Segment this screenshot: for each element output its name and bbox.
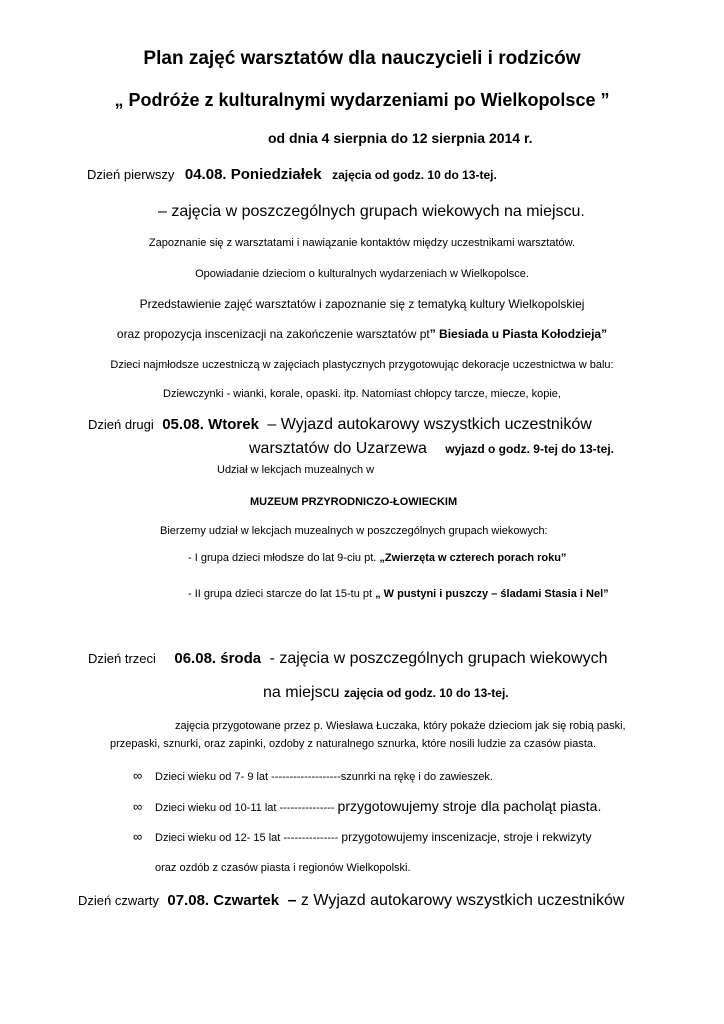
infinity-bullet-icon: ∞ <box>133 799 143 814</box>
list-item <box>133 798 601 814</box>
day2-group1-text: - I grupa dzieci młodsze do lat 9-ciu pt. <box>188 552 377 564</box>
day2-group2-title: „ W pustyni i puszczy – śladami Stasia i Nel” <box>375 588 609 600</box>
day2-line2: Bierzemy udział w lekcjach muzealnych w poszczególnych grupach wiekowych: <box>160 525 548 537</box>
day2-line1: Udział w lekcjach muzealnych w <box>217 464 375 476</box>
day1-line5-bold: ” Biesiada u Piasta Kołodzieja” <box>429 327 608 341</box>
day1-line2: Zapoznanie się z warsztatami i nawiązanie kontaktów między uczestnikami warsztatów. <box>148 237 576 249</box>
day1-line7: Dziewczynki - wianki, korale, opaski. itp. Natomiast chłopcy tarcze, miecze, kopie, <box>163 388 561 400</box>
day1-heading <box>87 166 497 184</box>
day3-date: 06.08. środa <box>174 650 262 667</box>
day2-group2-text: - II grupa dzieci starcze do lat 15-tu pt <box>188 588 373 600</box>
day1-date: 04.08. Poniedziałek <box>184 166 322 183</box>
day3-line3: zajęcia przygotowane przez p. Wiesława Łuczaka, który pokaże dzieciom jak się robią paski, <box>175 720 626 732</box>
day2-label: Dzień drugi <box>88 417 154 432</box>
day3-line5: oraz ozdób z czasów piasta i regionów Wielkopolski. <box>155 862 411 874</box>
day3-heading-cont <box>263 684 509 702</box>
bullet3-text: Dzieci wieku od 12- 15 lat --------------- <box>155 832 339 844</box>
day1-label: Dzień pierwszy <box>87 167 175 182</box>
day1-line6: Dzieci najmłodsze uczestniczą w zajęciach plastycznych przygotowując dekoracje uczestnictwa w balu: <box>110 359 614 371</box>
day2-heading-cont <box>249 440 614 458</box>
document-title: Plan zajęć warsztatów dla nauczycieli i rodziców <box>143 48 581 69</box>
day2-group1 <box>188 552 566 564</box>
day2-date: 05.08. Wtorek <box>162 416 259 433</box>
bullet2-big-text: przygotowujemy stroje dla pacholąt piasta. <box>337 798 602 814</box>
day1-line1: – zajęcia w poszczególnych grupach wiekowych na miejscu. <box>158 203 585 220</box>
day2-group2 <box>188 588 609 600</box>
day3-hours: zajęcia od godz. 10 do 13-tej. <box>343 686 509 700</box>
bullet1-text: Dzieci wieku od 7- 9 lat -------------------szunrki na rękę i do zawieszek. <box>155 771 493 783</box>
day4-trip: z Wyjazd autokarowy wszystkich uczestników <box>300 892 625 909</box>
day4-dash: – <box>287 892 297 909</box>
list-item <box>133 829 592 844</box>
day1-line5 <box>0 327 724 341</box>
day2-hours: wyjazd o godz. 9-tej do 13-tej. <box>445 442 614 456</box>
day2-heading <box>88 416 592 434</box>
day4-date: 07.08. Czwartek <box>167 892 280 909</box>
day1-line3: Opowiadanie dzieciom o kulturalnych wydarzeniach w Wielkopolsce. <box>195 268 529 280</box>
document-subtitle: „ Podróże z kulturalnymi wydarzeniami po Wielkopolsce ” <box>114 90 610 110</box>
bullet3-big-text: przygotowujemy inscenizacje, stroje i rekwizyty <box>341 830 592 844</box>
day3-label: Dzień trzeci <box>88 651 156 666</box>
day3-heading <box>88 650 607 668</box>
bullet2-text: Dzieci wieku od 10-11 lat --------------- <box>155 802 335 814</box>
day3-line1: - zajęcia w poszczególnych grupach wiekowych <box>269 650 608 667</box>
day1-hours: zajęcia od godz. 10 do 13-tej. <box>332 168 497 182</box>
list-item <box>133 768 493 783</box>
date-range: od dnia 4 sierpnia do 12 sierpnia 2014 r. <box>268 130 533 146</box>
infinity-bullet-icon: ∞ <box>133 829 143 844</box>
day1-line5-text: oraz propozycja inscenizacji na zakończenie warsztatów pt <box>116 327 430 341</box>
day4-heading <box>78 892 624 910</box>
day4-label: Dzień czwarty <box>78 893 159 908</box>
day3-line2: na miejscu <box>263 684 340 701</box>
day2-trip1: – Wyjazd autokarowy wszystkich uczestników <box>267 416 592 433</box>
museum-name: MUZEUM PRZYRODNICZO-ŁOWIECKIM <box>250 496 458 508</box>
day2-trip2: warsztatów do Uzarzewa <box>249 440 427 457</box>
day3-line4: przepaski, sznurki, oraz zapinki, ozdoby z naturalnego sznurka, które nosili ludzie za czasów piasta. <box>110 738 597 750</box>
day1-line4: Przedstawienie zajęć warsztatów i zapoznanie się z tematyką kultury Wielkopolskiej <box>139 297 585 311</box>
infinity-bullet-icon: ∞ <box>133 768 143 783</box>
day2-group1-title: „Zwierzęta w czterech porach roku” <box>379 552 567 564</box>
